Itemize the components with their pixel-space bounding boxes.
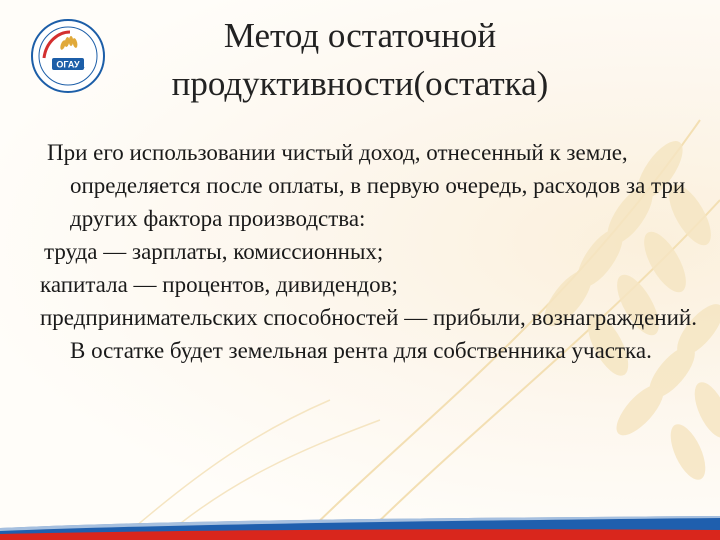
paragraph-intro: При его использовании чистый доход, отнесенный к земле, определяется после оплаты, в первую очередь, расходов за три других фактора производства: — [47, 140, 686, 231]
bottom-flag-bar — [0, 516, 720, 540]
title-line-2: продуктивности(остатка) — [171, 64, 549, 103]
slide-title — [110, 12, 610, 108]
paragraph-labor: труда — зарплаты, комиссионных; — [44, 239, 384, 264]
university-logo — [30, 18, 106, 94]
logo-text: ОГАУ — [56, 59, 80, 70]
paragraph-entrepreneurship: предпринимательских способностей — прибыли, вознаграждений. В остатке будет земельная рента для собственника участка. — [40, 305, 697, 363]
paragraph-capital: капитала — процентов, дивидендов; — [40, 272, 398, 297]
title-line-1: Метод остаточной — [223, 16, 497, 55]
slide-body — [40, 136, 700, 367]
